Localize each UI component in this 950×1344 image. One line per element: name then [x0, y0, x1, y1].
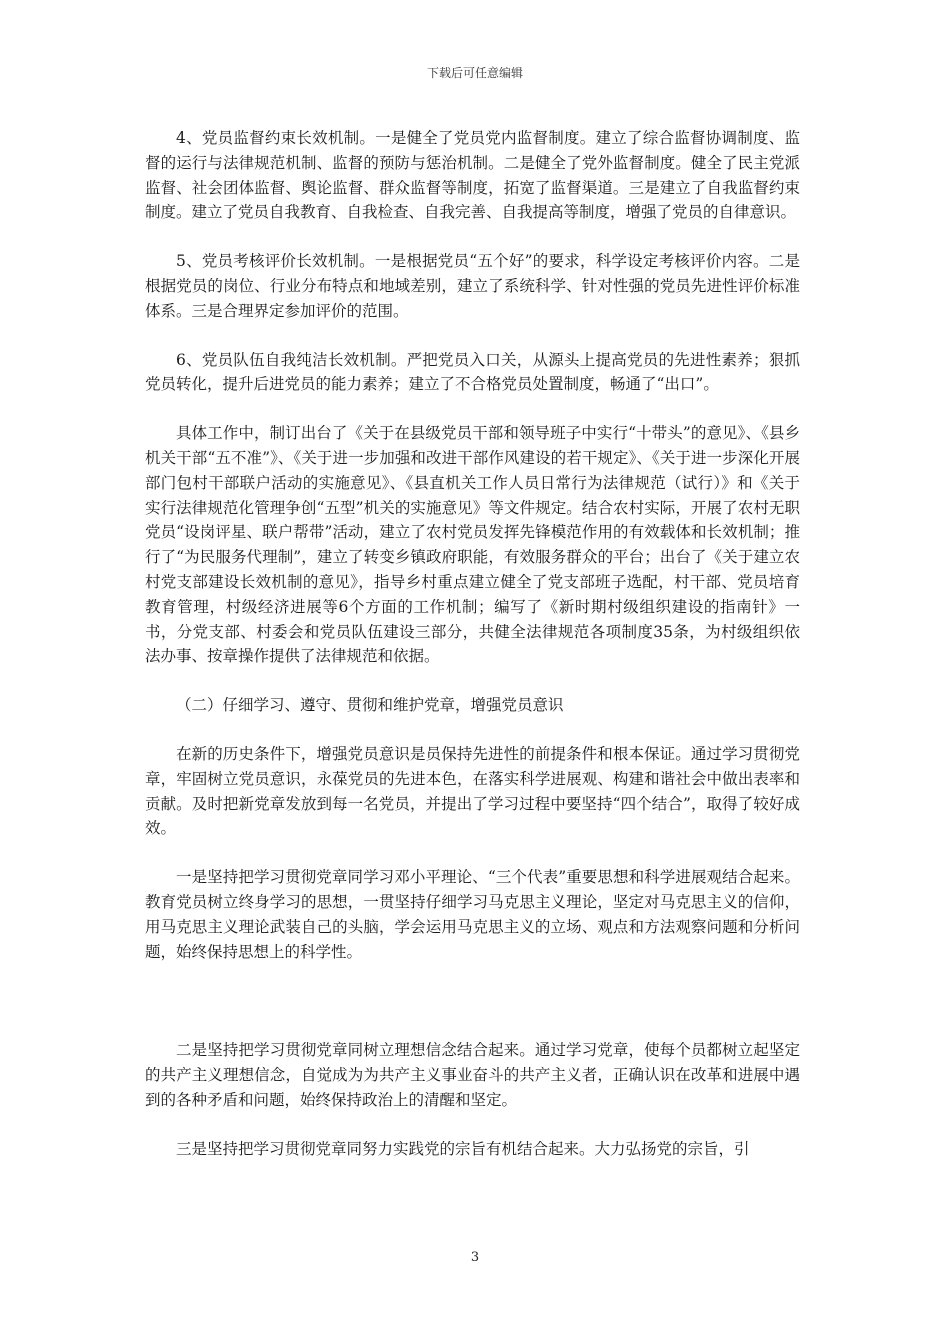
page-header: 下载后可任意编辑: [426, 66, 523, 80]
page-number: 3: [470, 1250, 480, 1265]
paragraph-purity-mechanism: 6、党员队伍自我纯洁长效机制。严把党员入口关，从源头上提高党员的先进性素养；狠抓党员转化，提升后进党员的能力素养；建立了不合格党员处置制度，畅通了“出口”。: [145, 350, 800, 394]
paragraph-combination-three: 三是坚持把学习贯彻党章同努力实践党的宗旨有机结合起来。大力弘扬党的宗旨，引: [176, 1139, 750, 1158]
paragraph-party-awareness: 在新的历史条件下，增强党员意识是员保持先进性的前提条件和根本保证。通过学习贯彻党章，牢固树立党员意识，永葆党员的先进本色，在落实科学进展观、构建和谐社会中做出表率和贡献。及时把新党章发放到每一名党员，并提出了学习过程中要坚持“四个结合”，取得了较好成效。: [145, 744, 800, 838]
document-body: [145, 126, 800, 1162]
paragraph-specific-work: 具体工作中，制订出台了《关于在县级党员干部和领导班子中实行“十带头”的意见》、《县乡机关干部“五不准”》、《关于进一步加强和改进干部作风建设的若干规定》、《关于进一步深化开展部门包村干部联户活动的实施意见》、《县直机关工作人员日常行为法律规范（试行）》和《关于实行法律规范化管理争创“五型”机关的实施意见》等文件规定。结合农村实际，开展了农村无职党员“设岗评星、联户帮带”活动，建立了农村党员发挥先锋模范作用的有效载体和长效机制；推行了“为民服务代理制”，建立了转变乡镇政府职能，有效服务群众的平台；出台了《关于建立农村党支部建设长效机制的意见》，指导乡村重点建立健全了党支部班子选配，村干部、党员培育教育管理，村级经济进展等6个方面的工作机制；编写了《新时期村级组织建设的指南针》一书，分党支部、村委会和党员队伍建设三部分，共健全法律规范各项制度35条，为村级组织依法办事、按章操作提供了法律规范和依据。: [145, 424, 800, 666]
paragraph-combination-two: 二是坚持把学习贯彻党章同树立理想信念结合起来。通过学习党章，使每个员都树立起坚定的共产主义理想信念，自觉成为为共产主义事业奋斗的共产主义者，正确认识在改革和进展中遇到的各种矛盾和问题，始终保持政治上的清醒和坚定。: [145, 1041, 800, 1109]
paragraph-evaluation-mechanism: 5、党员考核评价长效机制。一是根据党员“五个好”的要求，科学设定考核评价内容。二是根据党员的岗位、行业分布特点和地域差别，建立了系统科学、针对性强的党员先进性评价标准体系。三是合理界定参加评价的范围。: [145, 252, 800, 320]
paragraph-supervision-mechanism: 4、党员监督约束长效机制。一是健全了党员党内监督制度。建立了综合监督协调制度、监督的运行与法律规范机制、监督的预防与惩治机制。二是健全了党外监督制度。健全了民主党派监督、社会团体监督、舆论监督、群众监督等制度，拓宽了监督渠道。三是建立了自我监督约束制度。建立了党员自我教育、自我检查、自我完善、自我提高等制度，增强了党员的自律意识。: [145, 129, 800, 222]
paragraph-combination-one: 一是坚持把学习贯彻党章同学习邓小平理论、“三个代表”重要思想和科学进展观结合起来。教育党员树立终身学习的思想，一贯坚持仔细学习马克思主义理论，坚定对马克思主义的信仰，用马克思主义理论武装自己的头脑，学会运用马克思主义的立场、观点和方法观察问题和分析问题，始终保持思想上的科学性。: [145, 868, 800, 961]
section-heading-party-constitution: （二）仔细学习、遵守、贯彻和维护党章，增强党员意识: [176, 696, 564, 715]
